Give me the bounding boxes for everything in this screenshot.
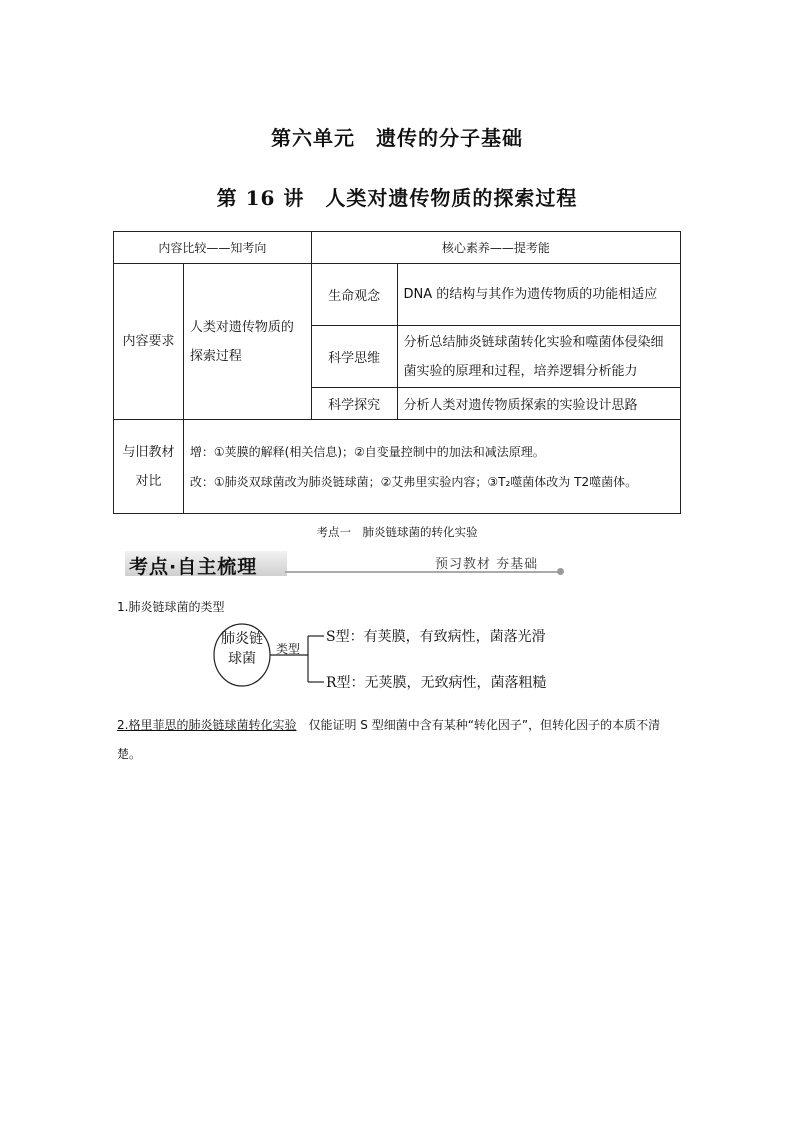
literacy-desc: DNA 的结构与其作为遗传物质的功能相适应 <box>397 264 680 326</box>
row-label-text: 内容要求 <box>122 334 175 349</box>
table-header-content-comparison: 内容比较——知考向 <box>114 232 312 264</box>
section-banner <box>125 551 565 579</box>
branch-label: 类型 <box>276 642 301 656</box>
s-type-line: S型：有荚膜，有致病性，菌落光滑 <box>326 629 546 645</box>
section-caption: 考点一 肺炎链球菌的转化实验 <box>316 525 478 539</box>
section1-title: 1.肺炎链球菌的类型 <box>117 600 225 614</box>
row-content-text: 人类对遗传物质的探索过程 <box>189 319 294 364</box>
section2-paragraph <box>117 711 682 769</box>
banner-subtitle: 预习教材 夯基础 <box>435 557 539 572</box>
row-label-text: 与旧教材对比 <box>122 444 175 489</box>
row-label-content-requirement <box>114 264 184 420</box>
bubble-text <box>214 629 270 669</box>
section2-text: 仅能证明 S 型细菌中含有某种“转化因子”，但转化因子的本质不清楚。 <box>117 718 661 761</box>
literacy-name: 科学思维 <box>311 326 397 388</box>
change-added: 增：①荚膜的解释(相关信息)；②自变量控制中的加法和减法原理。 <box>189 444 545 459</box>
literacy-desc: 分析人类对遗传物质探索的实验设计思路 <box>397 388 680 420</box>
literacy-name: 生命观念 <box>311 264 397 326</box>
bubble-line-2: 球菌 <box>228 651 256 667</box>
unit-title: 第六单元 遗传的分子基础 <box>271 126 523 150</box>
section2-lead: 2.格里菲思的肺炎链球菌转化实验 <box>117 718 297 732</box>
banner-label: 考点·自主梳理 <box>129 556 258 578</box>
change-modified: 改：①肺炎双球菌改为肺炎链球菌；②艾弗里实验内容；③T₂噬菌体改为 T2噬菌体。 <box>189 474 638 489</box>
overview-table <box>113 231 681 514</box>
bacteria-type-diagram <box>200 620 600 700</box>
literacy-name: 科学探究 <box>311 388 397 420</box>
bubble-line-1: 肺炎链 <box>221 631 263 647</box>
table-header-core-literacy: 核心素养——提考能 <box>311 232 680 264</box>
r-type-line: R型：无荚膜，无致病性，菌落粗糙 <box>326 675 547 691</box>
textbook-changes <box>183 420 680 514</box>
banner-dot-icon <box>557 568 564 575</box>
row-label-textbook-comparison <box>114 420 184 514</box>
row-content-topic <box>183 264 311 420</box>
literacy-desc: 分析总结肺炎链球菌转化实验和噬菌体侵染细菌实验的原理和过程，培养逻辑分析能力 <box>397 326 680 388</box>
lesson-title: 第 16 讲 人类对遗传物质的探索过程 <box>216 186 578 210</box>
